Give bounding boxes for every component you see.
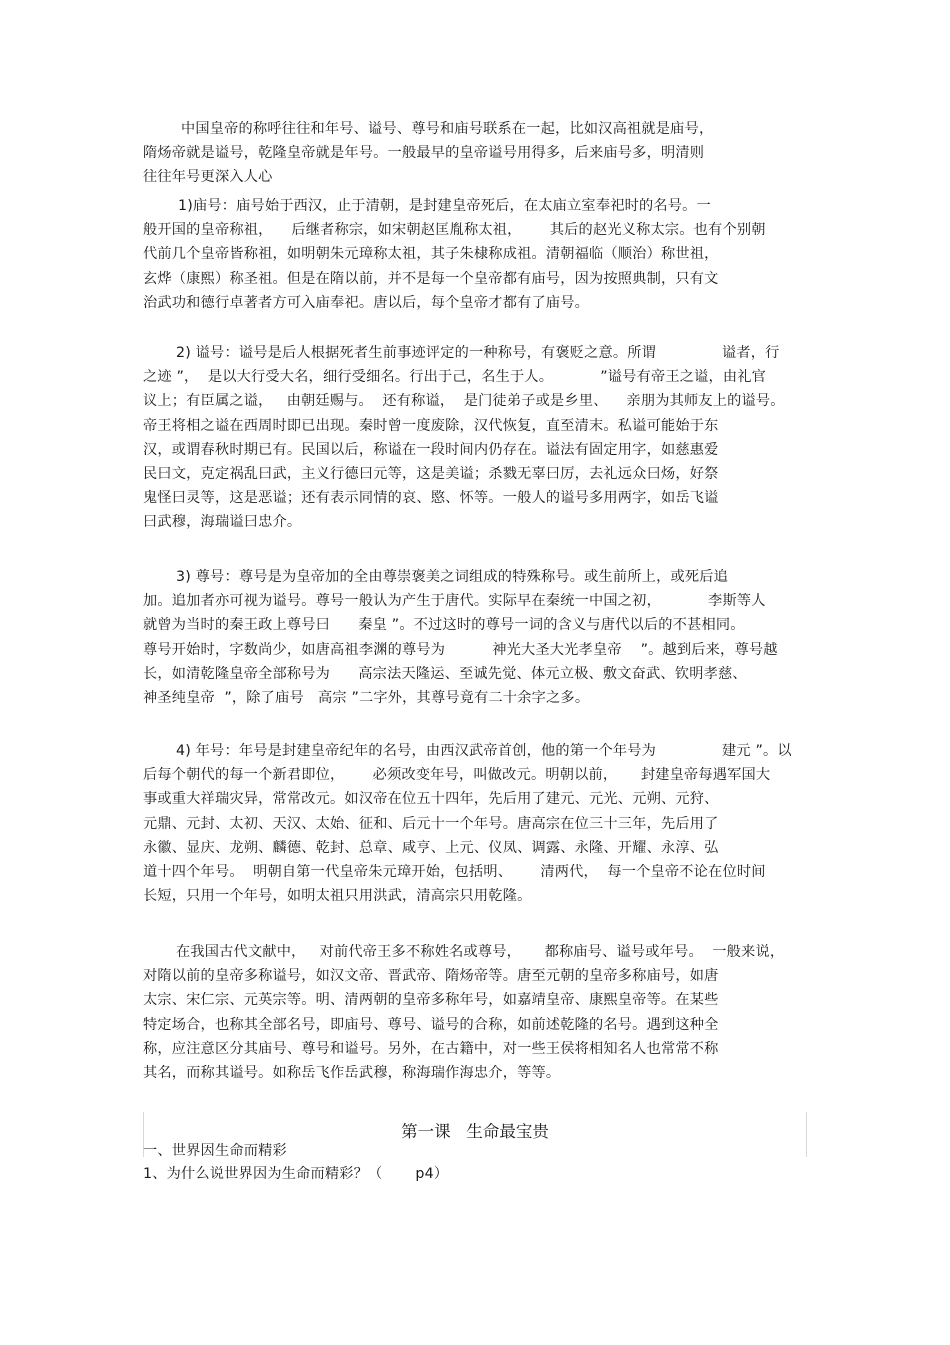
text-line: 往往年号更深入人心 <box>143 169 273 186</box>
text-line: 中国皇帝的称呼往往和年号、谥号、尊号和庙号联系在一起，比如汉高祖就是庙号， <box>181 121 714 137</box>
text-line: 加。追加者亦可视为谥号。尊号一般认为产生于唐代。实际早在秦统一中国之初， 李斯等人 <box>143 593 766 610</box>
text-line: 议上；有臣属之谥， 由朝廷赐与。 还有称谥， 是门徒弟子或是乡里、 亲朋为其师友上的谥号。 <box>143 393 785 410</box>
text-line: 鬼怪曰灵等，这是恶谥；还有表示同情的哀、愍、怀等。一般人的谥号多用两字，如岳飞谥 <box>143 490 719 507</box>
text-line: 尊号开始时，字数尚少，如唐高祖李渊的尊号为 神光大圣大光孝皇帝 ”。越到后来，尊号越 <box>143 641 778 658</box>
text-line: 事或重大祥瑞灾异，常常改元。如汉帝在位五十四年，先后用了建元、元光、元朔、元狩、 <box>143 791 719 808</box>
text-line: 特定场合，也称其全部名号，即庙号、尊号、谥号的合称，如前述乾隆的名号。遇到这种全 <box>143 1016 719 1033</box>
text-line: 长，如清乾隆皇帝全部称号为 高宗法天隆运、至诚先觉、体元立极、敷文奋武、钦明孝慈、 <box>143 665 747 682</box>
text-line: 玄烨（康熙）称圣祖。但是在隋以前，并不是每一个皇帝都有庙号，因为按照典制，只有文 <box>143 270 719 287</box>
text-line: 治武功和德行卓著者方可入庙奉祀。唐以后，每个皇帝才都有了庙号。 <box>143 294 590 311</box>
lesson-title: 第一课 生命最宝贵 <box>401 1122 549 1141</box>
text-line: 道十四个年号。 明朝自第一代皇帝朱元璋开始，包括明、 清两代， 每一个皇帝不论在位时间 <box>143 864 766 880</box>
text-line: 1)庙号：庙号始于西汉，止于清朝，是封建皇帝死后，在太庙立室奉祀时的名号。一 <box>178 198 711 214</box>
text-line: 永徽、显庆、龙朔、麟德、乾封、总章、咸亨、上元、仪凤、调露、永隆、开耀、永淳、弘 <box>143 839 719 856</box>
lesson-question: 1、为什么说世界因为生命而精彩？（ p4） <box>143 1166 449 1182</box>
text-line: 其名，而称其谥号。如称岳飞作岳武穆，称海瑞作海忠介，等等。 <box>143 1065 561 1081</box>
text-line: 太宗、宋仁宗、元英宗等。明、清两朝的皇帝多称年号，如嘉靖皇帝、康熙皇帝等。在某些 <box>143 992 719 1009</box>
text-line: 在我国古代文献中， 对前代帝王多不称姓名或尊号， 都称庙号、谥号或年号。 一般来说， <box>176 944 785 960</box>
text-line: 称，应注意区分其庙号、尊号和谥号。另外，在古籍中，对一些王侯将相知名人也常常不称 <box>143 1040 719 1057</box>
text-line: 就曾为当时的秦王政上尊号曰 秦皇 ”。不过这时的尊号一词的含义与唐代以后的不甚相同。 <box>143 617 745 634</box>
text-line: 长短，只用一个年号，如明太祖只用洪武，清高宗只用乾隆。 <box>143 888 532 905</box>
text-line: 代前几个皇帝皆称祖，如明朝朱元璋称太祖，其子朱棣称成祖。清朝福临（顺治）称世祖， <box>143 246 719 263</box>
text-line: 汉，或谓春秋时期已有。民国以后，称谥在一段时间内仍存在。谥法有固定用字，如慈惠爱 <box>143 441 719 458</box>
text-line: 2) 谥号：谥号是后人根据死者生前事迹评定的一种称号，有褒贬之意。所谓 谥者，行 <box>176 345 780 361</box>
text-line: 4) 年号：年号是封建皇帝纪年的名号，由西汉武帝首创，他的第一个年号为 建元 ”。以 <box>176 743 792 759</box>
text-line: 隋炀帝就是谥号，乾隆皇帝就是年号。一般最早的皇帝谥号用得多，后来庙号多，明清则 <box>143 145 705 162</box>
text-line: 元鼎、元封、太初、天汉、太始、征和、后元十一个年号。唐高宗在位三十三年，先后用了 <box>143 815 719 832</box>
text-line: 对隋以前的皇帝多称谥号，如汉文帝、晋武帝、隋炀帝等。唐至元朝的皇帝多称庙号，如唐 <box>143 968 719 985</box>
text-line: 帝王将相之谥在西周时即已出现。秦时曾一度废除，汉代恢复，直至清末。私谥可能始于东 <box>143 417 719 434</box>
lesson-section-heading: 一、世界因生命而精彩 <box>143 1143 287 1159</box>
text-line: 后每个朝代的每一个新君即位， 必须改变年号，叫做改元。明朝以前， 封建皇帝每遇军国大 <box>143 767 771 784</box>
text-line: 之迹 ”， 是以大行受大名，细行受细名。行出于己，名生于人。 ”谥号有帝王之谥，由礼官 <box>143 369 767 386</box>
text-line: 般开国的皇帝称祖， 后继者称宗，如宋朝赵匡胤称太祖， 其后的赵光义称太宗。也有个别朝 <box>143 222 766 239</box>
text-line: 神圣纯皇帝 ”，除了庙号 高宗 ”二字外，其尊号竟有二十余字之多。 <box>143 690 590 706</box>
text-line: 3) 尊号：尊号是为皇帝加的全由尊崇褒美之词组成的特殊称号。或生前所上，或死后追 <box>176 569 729 585</box>
text-line: 曰武穆，海瑞谥曰忠介。 <box>143 514 302 531</box>
text-line: 民曰文，克定祸乱曰武，主义行德曰元等，这是美谥；杀戮无辜曰厉，去礼远众曰炀，好祭 <box>143 466 719 482</box>
